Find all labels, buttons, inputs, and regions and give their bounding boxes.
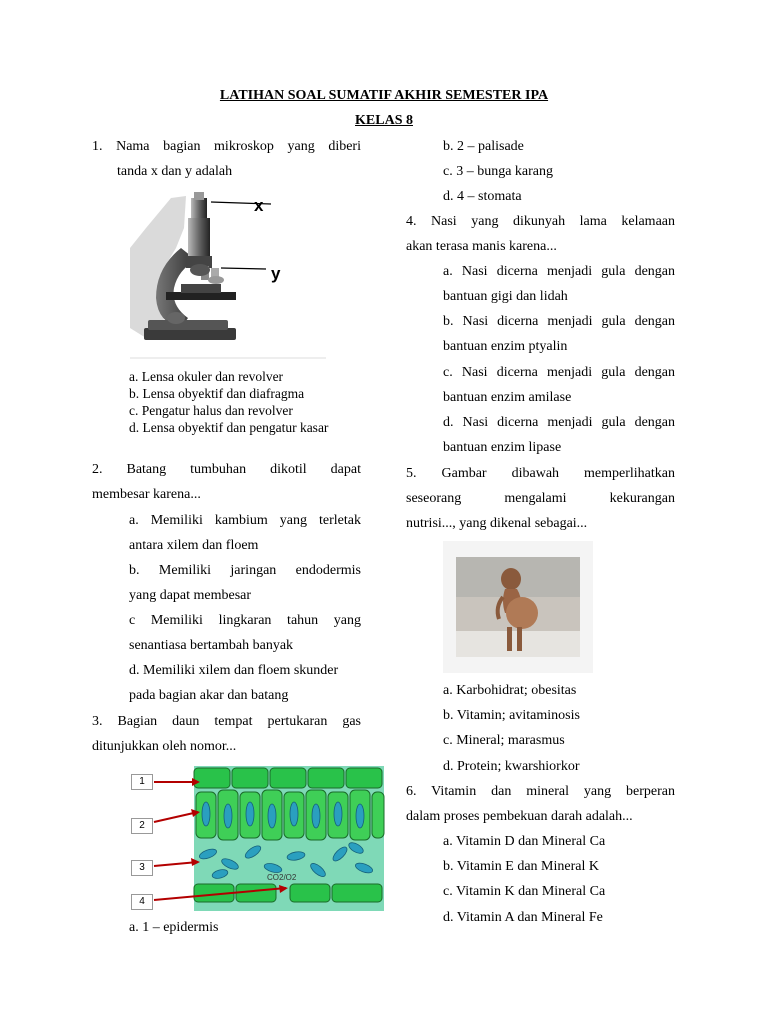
q1-text-line1: 1. Nama bagian mikroskop yang diberi (92, 139, 361, 154)
q4-text-line2: akan terasa manis karena... (406, 239, 557, 254)
q3-text-line1: 3. Bagian daun tempat pertukaran gas (92, 714, 361, 729)
q1-option-a: a. Lensa okuler dan revolver (129, 369, 284, 384)
microscope-label-x: x (254, 196, 264, 215)
q3-text-line2: ditunjukkan oleh nomor... (92, 739, 237, 754)
q6-text-line1: 6. Vitamin dan mineral yang berperan (406, 784, 675, 799)
leaf-label-2: 2 (131, 818, 153, 834)
q5-text-line3: nutrisi..., yang dikenal sebagai... (406, 516, 588, 531)
q3-option-c: c. 3 – bunga karang (443, 164, 554, 179)
q5-option-b: b. Vitamin; avitaminosis (443, 708, 580, 723)
q1-option-b: b. Lensa obyektif dan diafragma (129, 386, 305, 401)
q4-option-d-line2: bantuan enzim lipase (443, 440, 562, 455)
q4-option-b-line1: b. Nasi dicerna menjadi gula dengan (443, 314, 675, 329)
microscope-image (126, 188, 331, 360)
q2-option-b-line1: b. Memiliki jaringan endodermis (129, 563, 361, 578)
microscope-label-y: y (271, 264, 281, 283)
leaf-label-3: 3 (131, 860, 153, 876)
q2-option-d-line1: d. Memiliki xilem dan floem skunder (129, 663, 339, 678)
q4-option-d-line1: d. Nasi dicerna menjadi gula dengan (443, 415, 675, 430)
q6-option-d: d. Vitamin A dan Mineral Fe (443, 910, 603, 925)
q6-option-b: b. Vitamin E dan Mineral K (443, 859, 599, 874)
q2-option-c-line2: senantiasa bertambah banyak (129, 638, 294, 653)
q4-option-c-line1: c. Nasi dicerna menjadi gula dengan (443, 365, 675, 380)
q1-option-d: d. Lensa obyektif dan pengatur kasar (129, 420, 329, 435)
malnourished-child-photo (443, 541, 593, 673)
q4-option-a-line2: bantuan gigi dan lidah (443, 289, 568, 304)
leaf-cross-section-image (128, 764, 386, 914)
q3-option-b: b. 2 – palisade (443, 139, 524, 154)
gas-exchange-label: CO2/O2 (267, 873, 297, 882)
q6-option-a: a. Vitamin D dan Mineral Ca (443, 834, 606, 849)
q2-option-c-line1: c Memiliki lingkaran tahun yang (129, 613, 361, 628)
q4-option-b-line2: bantuan enzim ptyalin (443, 339, 568, 354)
q5-option-d: d. Protein; kwarshiorkor (443, 759, 580, 774)
leaf-label-4: 4 (131, 894, 153, 910)
q2-text-line1: 2. Batang tumbuhan dikotil dapat (92, 462, 361, 477)
q5-text-line1: 5. Gambar dibawah memperlihatkan (406, 466, 675, 481)
q5-option-c: c. Mineral; marasmus (443, 733, 565, 748)
q4-option-a-line1: a. Nasi dicerna menjadi gula dengan (443, 264, 675, 279)
q5-text-line2: seseorang mengalami kekurangan (406, 491, 675, 506)
leaf-label-1: 1 (131, 774, 153, 790)
q2-text-line2: membesar karena... (92, 487, 201, 502)
q2-option-d-line2: pada bagian akar dan batang (129, 688, 289, 703)
q3-option-d: d. 4 – stomata (443, 189, 522, 204)
q1-option-c: c. Pengatur halus dan revolver (129, 403, 293, 418)
q6-option-c: c. Vitamin K dan Mineral Ca (443, 884, 606, 899)
q2-option-b-line2: yang dapat membesar (129, 588, 252, 603)
q6-text-line2: dalam proses pembekuan darah adalah... (406, 809, 633, 824)
q1-text-line2: tanda x dan y adalah (117, 164, 233, 179)
class-heading: KELAS 8 (355, 113, 413, 128)
q2-option-a-line1: a. Memiliki kambium yang terletak (129, 513, 361, 528)
q3-option-a: a. 1 – epidermis (129, 920, 219, 935)
q2-option-a-line2: antara xilem dan floem (129, 538, 259, 553)
page-title: LATIHAN SOAL SUMATIF AKHIR SEMESTER IPA (219, 88, 549, 103)
q4-option-c-line2: bantuan enzim amilase (443, 390, 572, 405)
q5-option-a: a. Karbohidrat; obesitas (443, 683, 577, 698)
q4-text-line1: 4. Nasi yang dikunyah lama kelamaan (406, 214, 675, 229)
